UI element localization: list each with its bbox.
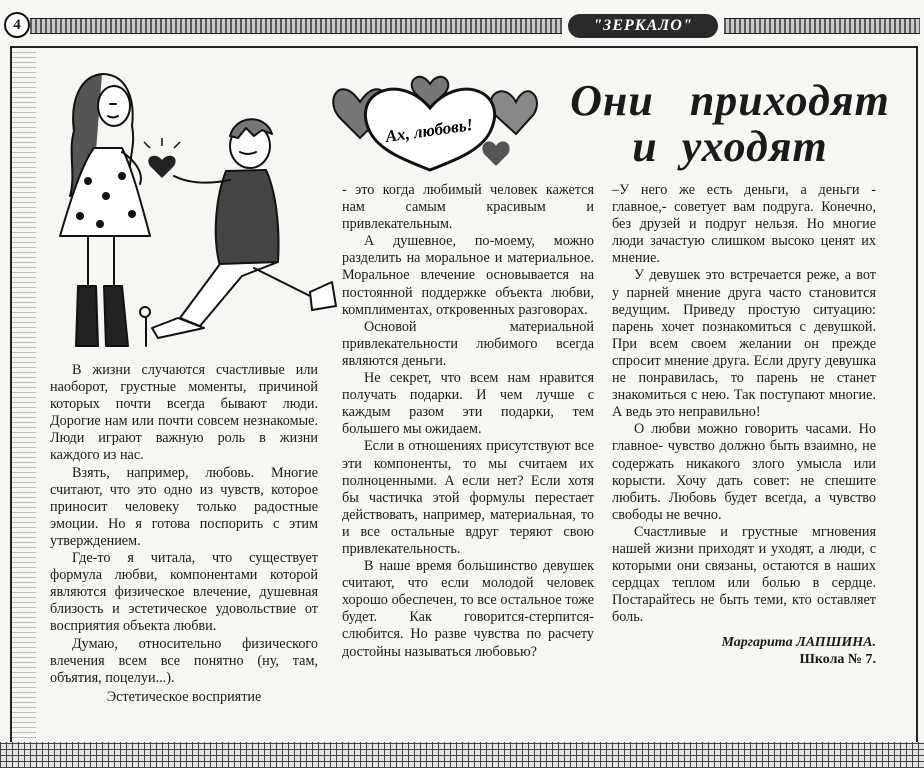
- paragraph: Взять, например, любовь. Многие считают, что это одно из чувств, которое приносит человеку только радостные эмоции. Но я готова поспорить с этим утверждением.: [50, 464, 318, 549]
- article-column-3: [612, 182, 876, 668]
- frame-border-pattern: [12, 50, 36, 738]
- paragraph: –У него же есть деньги, а деньги - главное,- советует вам подруга. Конечно, без друзей и подруг нельзя. Но многие люди зачастую слишком высоко ценят их мнение.: [612, 182, 876, 267]
- header-strip-left: [30, 18, 562, 34]
- paragraph: Не секрет, что всем нам нравится получать подарки. И чем лучше с каждым разом эти подарки, тем большего мы ожидаем.: [342, 370, 594, 438]
- headline-line-1: Они приходят: [570, 76, 890, 125]
- paragraph: Думаю, относительно физического влечения всем все понятно (ну, там, объятия, поцелуи...).: [50, 635, 318, 686]
- paragraph: В жизни случаются счастливые или наоборот, грустные моменты, причиной которых почти всегда бывают люди. Дорогие нам или почти совсем незнакомые. Люди играют важную роль в жизни каждого из нас.: [50, 362, 318, 464]
- header-strip-right: [724, 18, 920, 34]
- author-signature: [612, 634, 876, 668]
- paragraph: В наше время большинство девушек считают, что если молодой человек хорошо обеспечен, то все остальное тоже будет. Как говорится-стерпится-слюбится. Но разве чувства по расчету достойны называться любовью?: [342, 558, 594, 660]
- flower: [140, 307, 150, 346]
- illustration-couple: [40, 56, 340, 356]
- section-banner: "ЗЕРКАЛО": [568, 14, 718, 38]
- paragraph: Основой материальной привлекательности любимого всегда являются деньги.: [342, 318, 594, 369]
- paragraph: А душевное, по-моему, можно разделить на моральное и материальное. Моральное влечение основывается на постоянной поддержке объекта любви, комплиментах, откровенных разговорах.: [342, 233, 594, 318]
- paragraph: Где-то я читала, что существует формула любви, компонентами которой являются физическое влечение, душевная близость и эстетическое удовольствие от восприятия объекта любви.: [50, 550, 318, 635]
- bottom-border-pattern: [0, 742, 924, 768]
- boy-sweater: [216, 170, 279, 266]
- heart-bottom-icon: [482, 141, 509, 166]
- boy-arm: [174, 176, 230, 183]
- author-name: Маргарита ЛАПШИНА.: [721, 635, 876, 651]
- article-column-1: [50, 362, 318, 706]
- badge-text: Ах, любовь!: [384, 115, 475, 147]
- paragraph: Если в отношениях присутствуют все эти компоненты, то мы считаем их полноценными. А если нет? Если хотя бы частичка этой формулы перестает действовать, например, материальная, то и все остальные вдруг теряют свою привлекательность.: [342, 438, 594, 557]
- heart-right-icon: [491, 91, 537, 134]
- paragraph: У девушек это встречается реже, а вот у парней мнение друга часто становится ведущим. Приведу простую ситуацию: парень хочет познакомиться с девушкой. При всем своем желании он прежде спросит мнение друга. Если другу девушка не понравилась, то парень не станет знакомиться с нею. Так поступают многие. А ведь это неправильно!: [612, 267, 876, 421]
- girl-head: [98, 86, 130, 126]
- girl-boots: [76, 286, 128, 346]
- headline: [560, 78, 900, 170]
- paragraph: Эстетическое восприятие: [106, 688, 262, 705]
- paragraph: Счастливые и грустные мгновения нашей жизни приходят и уходят, а люди, с которыми они связаны, остаются в наших сердцах теплом или болью в сердце. Постарайтесь не быть теми, кто оставляет боль.: [612, 523, 876, 626]
- page-number: 4: [4, 12, 30, 38]
- boy-shoe: [152, 282, 336, 338]
- article-column-2: [342, 182, 594, 661]
- paragraph: О любви можно говорить часами. Но главное- чувство должно быть взаимно, не содержать никакого злого умысла или корысти. Хочу дать совет: не спешите любить. Любовь будет всегда, а чувство свободы не вечно.: [612, 421, 876, 523]
- author-school: Школа № 7.: [799, 652, 876, 668]
- headline-line-2: и уходят: [632, 122, 828, 171]
- paragraph: - это когда любимый человек кажется нам самым красивым и привлекательным.: [342, 182, 594, 233]
- heart-in-hand-icon: [148, 156, 175, 178]
- hearts-badge: [330, 62, 546, 172]
